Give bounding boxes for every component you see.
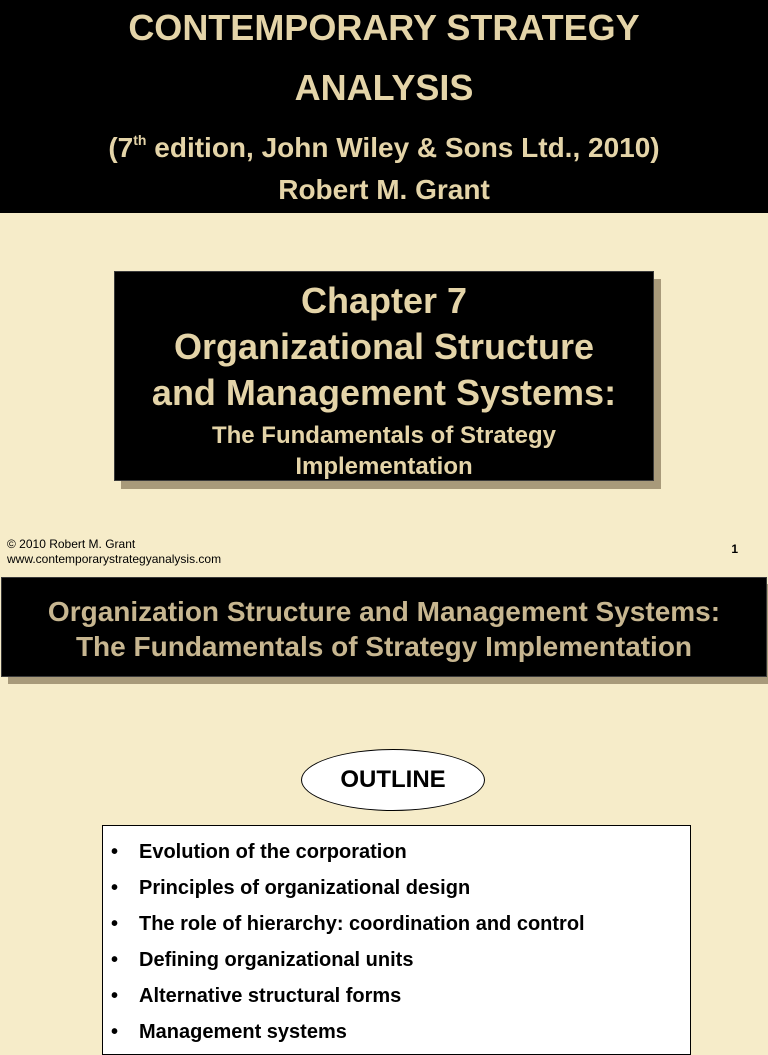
outline-label: OUTLINE <box>301 749 485 811</box>
chapter-subtitle-line1: The Fundamentals of Strategy <box>211 422 557 449</box>
list-item <box>103 942 690 978</box>
title-slide-header <box>0 0 768 213</box>
list-item <box>103 1014 690 1050</box>
slide2-title-box <box>1 577 767 677</box>
page-number: 1 <box>731 542 738 556</box>
website-url: www.contemporarystrategyanalysis.com <box>7 552 222 566</box>
chapter-title-line1: Organizational Structure <box>173 326 595 367</box>
chapter-title-box <box>114 271 654 481</box>
slide2-title-line2: The Fundamentals of Strategy Implementation <box>75 631 693 662</box>
bullet-icon: • <box>111 913 119 935</box>
bullet-icon: • <box>111 841 119 863</box>
list-item-text: Principles of organizational design <box>139 877 471 899</box>
book-title-line2: ANALYSIS <box>294 67 474 108</box>
outline-list <box>103 826 690 1050</box>
list-item <box>103 834 690 870</box>
list-item <box>103 978 690 1014</box>
list-item-text: Evolution of the corporation <box>139 841 407 863</box>
edition-rest: edition, John Wiley & Sons Ltd., 2010) <box>146 132 660 163</box>
chapter-subtitle-line2: Implementation <box>295 453 473 480</box>
edition-info <box>0 122 768 166</box>
outline-box <box>102 825 691 1055</box>
chapter-title-line2: and Management Systems: <box>151 372 617 413</box>
list-item <box>103 870 690 906</box>
chapter-subtitle <box>115 420 653 482</box>
list-item-text: Management systems <box>139 1021 347 1043</box>
edition-open: (7 <box>108 132 134 163</box>
copyright-text: © 2010 Robert M. Grant <box>7 537 136 551</box>
chapter-number: Chapter 7 <box>300 280 468 321</box>
bullet-icon: • <box>111 1021 119 1043</box>
author-name: Robert M. Grant <box>278 174 490 205</box>
bullet-icon: • <box>111 877 119 899</box>
edition-superscript: th <box>133 132 147 148</box>
list-item-text: Defining organizational units <box>139 949 414 971</box>
list-item-text: Alternative structural forms <box>139 985 402 1007</box>
list-item-text: The role of hierarchy: coordination and control <box>139 913 585 935</box>
book-title-line1: CONTEMPORARY STRATEGY <box>128 7 640 48</box>
slide2-title-line1: Organization Structure and Management Systems: <box>47 596 721 627</box>
bullet-icon: • <box>111 985 119 1007</box>
copyright-notice <box>7 537 221 567</box>
list-item <box>103 906 690 942</box>
bullet-icon: • <box>111 949 119 971</box>
